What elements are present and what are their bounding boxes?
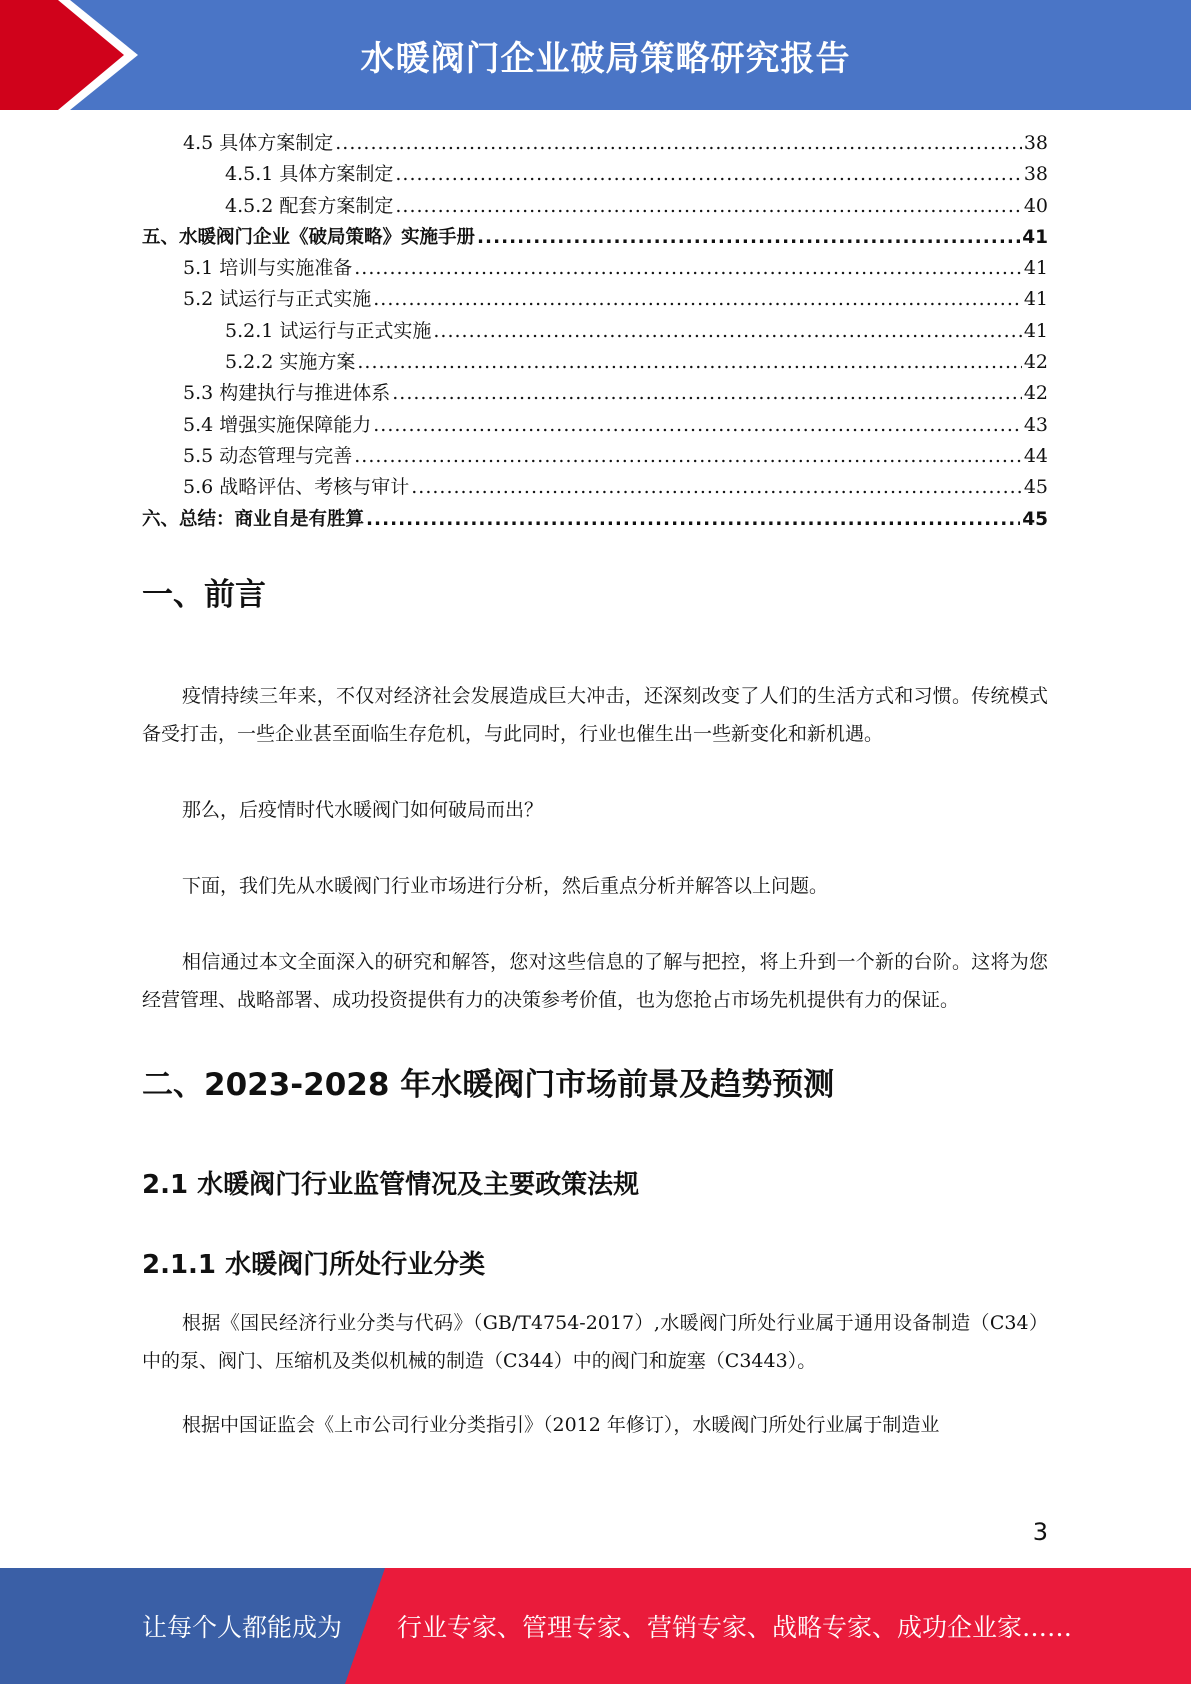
toc-dot-leader — [366, 504, 1020, 535]
preface-paragraph: 那么，后疫情时代水暖阀门如何破局而出？ — [182, 799, 544, 821]
toc-entry[interactable] — [142, 222, 1048, 253]
footer-slogan-left: 让每个人都能成为 — [142, 1613, 343, 1642]
toc-entry-page: 45 — [1023, 476, 1048, 499]
toc-dot-leader — [357, 347, 1021, 378]
toc-entry[interactable] — [142, 191, 1048, 222]
section-paragraph: 根据《国民经济行业分类与代码》（GB/T4754-2017）,水暖阀门所处行业属于通用设备制造（C34）中的泵、阀门、压缩机及类似机械的制造（C344）中的阀门和旋塞（C3443）。 — [142, 1312, 1048, 1372]
toc-entry-page: 38 — [1023, 163, 1048, 186]
toc-entry-page: 41 — [1022, 226, 1048, 248]
section-paragraph: 根据中国证监会《上市公司行业分类指引》（2012 年修订），水暖阀门所处行业属于制造业 — [182, 1414, 940, 1436]
toc-entry[interactable] — [142, 472, 1048, 503]
toc-entry-title: 4.5.2 配套方案制定 — [225, 194, 394, 217]
toc-entry[interactable] — [142, 284, 1048, 315]
report-header — [0, 0, 1191, 110]
toc-entry[interactable] — [142, 253, 1048, 284]
section2-1-heading: 2.1 水暖阀门行业监管情况及主要政策法规 — [142, 1170, 640, 1200]
toc-entry-title: 六、总结：商业自是有胜算 — [142, 508, 365, 530]
toc-dot-leader — [354, 441, 1022, 472]
toc-entry-title: 5.2 试运行与正式实施 — [183, 288, 372, 311]
toc-entry-title: 4.5.1 具体方案制定 — [225, 163, 394, 186]
report-title: 水暖阀门企业破局策略研究报告 — [360, 38, 851, 79]
toc-entry-page: 40 — [1023, 194, 1048, 217]
toc-dot-leader — [411, 472, 1022, 503]
toc-entry-page: 38 — [1023, 132, 1048, 154]
toc-entry-page: 42 — [1023, 351, 1048, 374]
toc-dot-leader — [477, 222, 1020, 253]
toc-dot-leader — [433, 316, 1021, 347]
footer-slogan-right: 行业专家、管理专家、营销专家、战略专家、成功企业家…… — [397, 1613, 1073, 1642]
toc-entry-title: 5.3 构建执行与推进体系 — [183, 382, 391, 405]
toc-entry[interactable] — [142, 504, 1048, 535]
main-content — [142, 565, 1048, 1444]
toc-entry-page: 41 — [1023, 257, 1048, 280]
toc-dot-leader — [392, 378, 1022, 409]
toc-entry-title: 5.2.2 实施方案 — [225, 351, 356, 374]
toc-entry-title: 4.5 具体方案制定 — [183, 132, 334, 154]
preface-heading: 一、前言 — [142, 577, 266, 613]
preface-paragraph: 疫情持续三年来，不仅对经济社会发展造成巨大冲击，还深刻改变了人们的生活方式和习惯。传统模式备受打击，一些企业甚至面临生存危机，与此同时，行业也催生出一些新变化和新机遇。 — [142, 685, 1048, 745]
page-number: 3 — [1032, 1518, 1048, 1546]
report-footer — [0, 1568, 1191, 1684]
section2-1-1-heading: 2.1.1 水暖阀门所处行业分类 — [142, 1250, 486, 1280]
toc-entry[interactable] — [142, 441, 1048, 472]
toc-entry-title: 5.4 增强实施保障能力 — [183, 413, 372, 436]
toc-entry-title: 5.6 战略评估、考核与审计 — [183, 476, 410, 499]
toc-entry-page: 41 — [1023, 319, 1048, 342]
toc-entry-title: 5.1 培训与实施准备 — [183, 257, 353, 280]
toc-entry-page: 44 — [1023, 444, 1048, 467]
toc-dot-leader — [373, 410, 1022, 441]
toc-entry-page: 45 — [1022, 508, 1048, 530]
toc-entry[interactable] — [142, 159, 1048, 190]
toc-entry-title: 五、水暖阀门企业《破局策略》实施手册 — [142, 226, 476, 248]
toc-dot-leader — [395, 159, 1021, 190]
toc-dot-leader — [354, 253, 1022, 284]
toc-dot-leader — [373, 284, 1022, 315]
toc-entry-title: 5.5 动态管理与完善 — [183, 444, 353, 467]
toc-entry-page: 42 — [1023, 382, 1048, 405]
toc-entry-title: 5.2.1 试运行与正式实施 — [225, 319, 432, 342]
section2-heading: 二、2023-2028 年水暖阀门市场前景及趋势预测 — [142, 1067, 835, 1103]
toc-entry[interactable] — [142, 378, 1048, 409]
toc-dot-leader — [335, 128, 1022, 159]
toc-dot-leader — [395, 191, 1021, 222]
preface-paragraph: 相信通过本文全面深入的研究和解答，您对这些信息的了解与把控，将上升到一个新的台阶。这将为您经营管理、战略部署、成功投资提供有力的决策参考价值，也为您抢占市场先机提供有力的保证。 — [142, 951, 1048, 1011]
toc-entry-page: 41 — [1023, 288, 1048, 311]
toc-entry[interactable] — [142, 347, 1048, 378]
preface-paragraph: 下面，我们先从水暖阀门行业市场进行分析，然后重点分析并解答以上问题。 — [182, 875, 829, 897]
toc-entry-page: 43 — [1023, 413, 1048, 436]
toc-entry[interactable] — [142, 128, 1048, 159]
toc-entry[interactable] — [142, 316, 1048, 347]
toc-entry[interactable] — [142, 410, 1048, 441]
table-of-contents — [142, 128, 1048, 535]
